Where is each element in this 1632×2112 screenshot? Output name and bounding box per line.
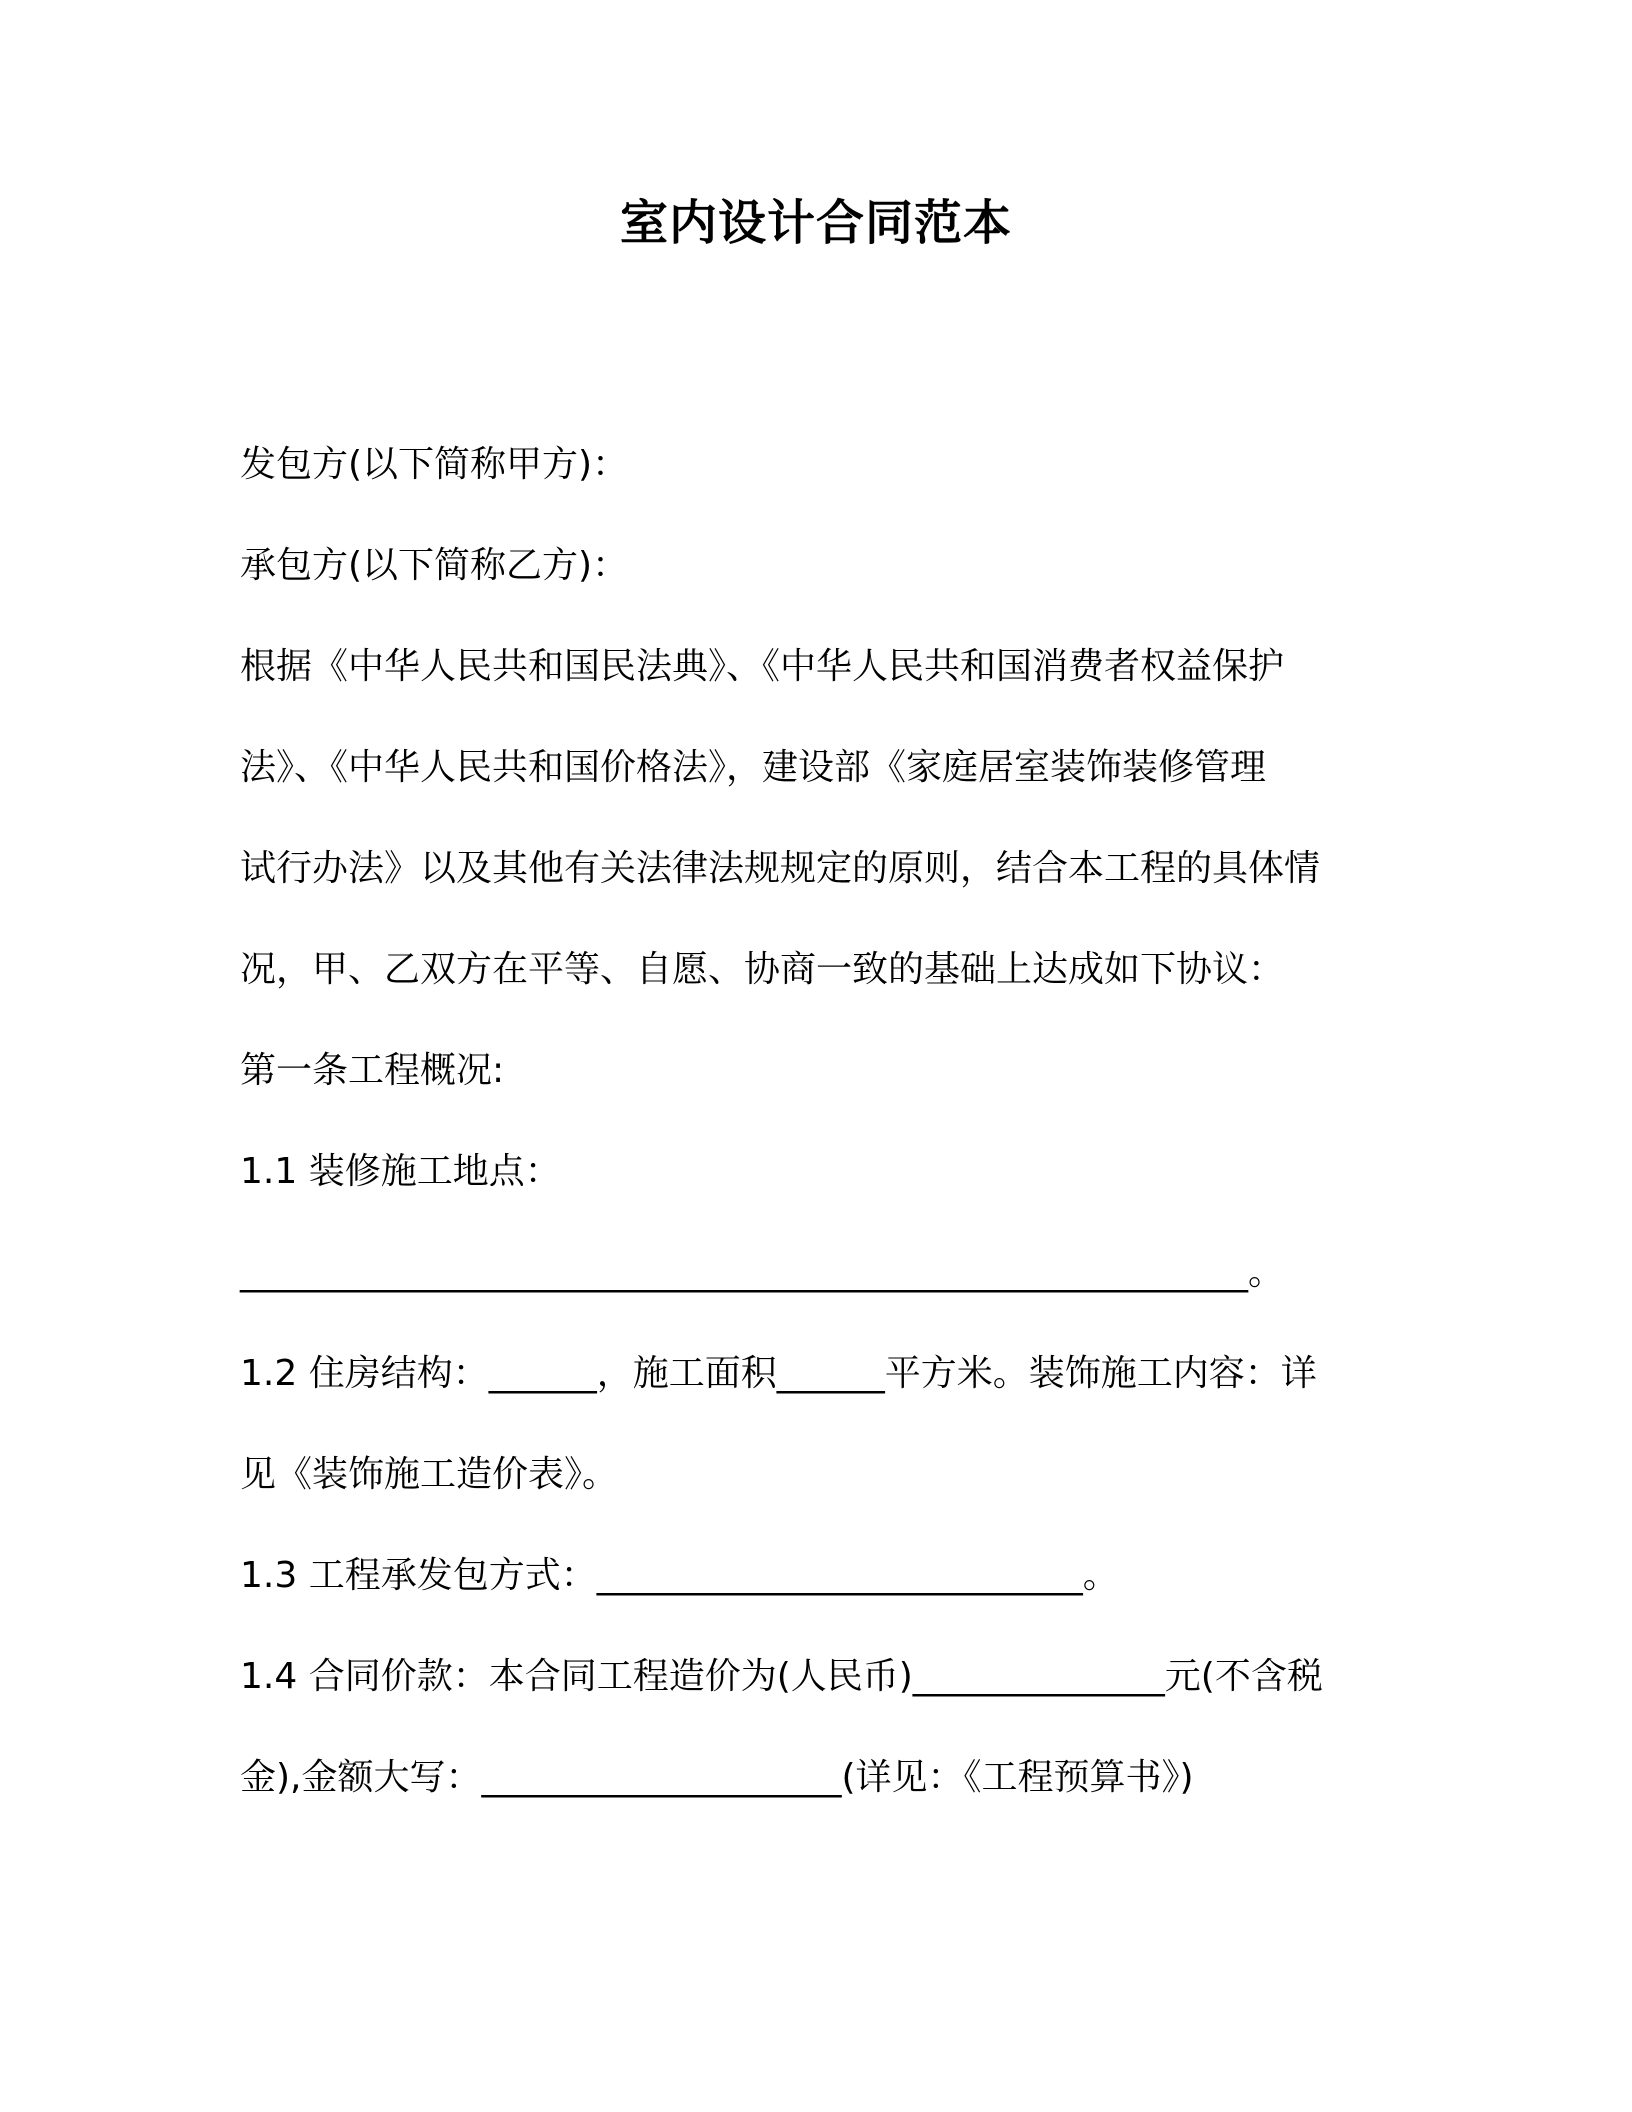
party-b-line: 承包方(以下简称乙方)： <box>240 545 629 586</box>
preamble-line-3: 试行办法》以及其他有关法律法规规定的原则，结合本工程的具体情 <box>240 848 1321 889</box>
party-a-line: 发包方(以下简称甲方)： <box>240 444 629 485</box>
preamble-line-1: 根据《中华人民共和国民法典》、《中华人民共和国消费者权益保护 <box>240 646 1285 687</box>
clause-1-3: 1.3 工程承发包方式：___________________________。 <box>240 1555 1119 1596</box>
preamble-line-4: 况，甲、乙双方在平等、自愿、协商一致的基础上达成如下协议： <box>240 949 1285 990</box>
document-title: 室内设计合同范本 <box>619 195 1012 251</box>
clause-1-4: 1.4 合同价款：本合同工程造价为(人民币)______________元(不含税 <box>240 1656 1323 1697</box>
preamble-line-2: 法》、《中华人民共和国价格法》，建设部《家庭居室装饰装修管理 <box>240 747 1267 788</box>
clause-1-2-continued: 见《装饰施工造价表》。 <box>240 1454 619 1495</box>
clause-1-1-blank: ________________________________________________________。 <box>240 1252 1284 1293</box>
clause-1-2: 1.2 住房结构：______，施工面积______平方米。装饰施工内容：详 <box>240 1353 1317 1394</box>
article-1-heading: 第一条工程概况: <box>240 1050 505 1091</box>
clause-1-1: 1.1 装修施工地点： <box>240 1151 561 1192</box>
clause-1-4-continued: 金),金额大写：____________________(详见：《工程预算书》) <box>240 1757 1194 1798</box>
document-body <box>240 414 1420 1828</box>
